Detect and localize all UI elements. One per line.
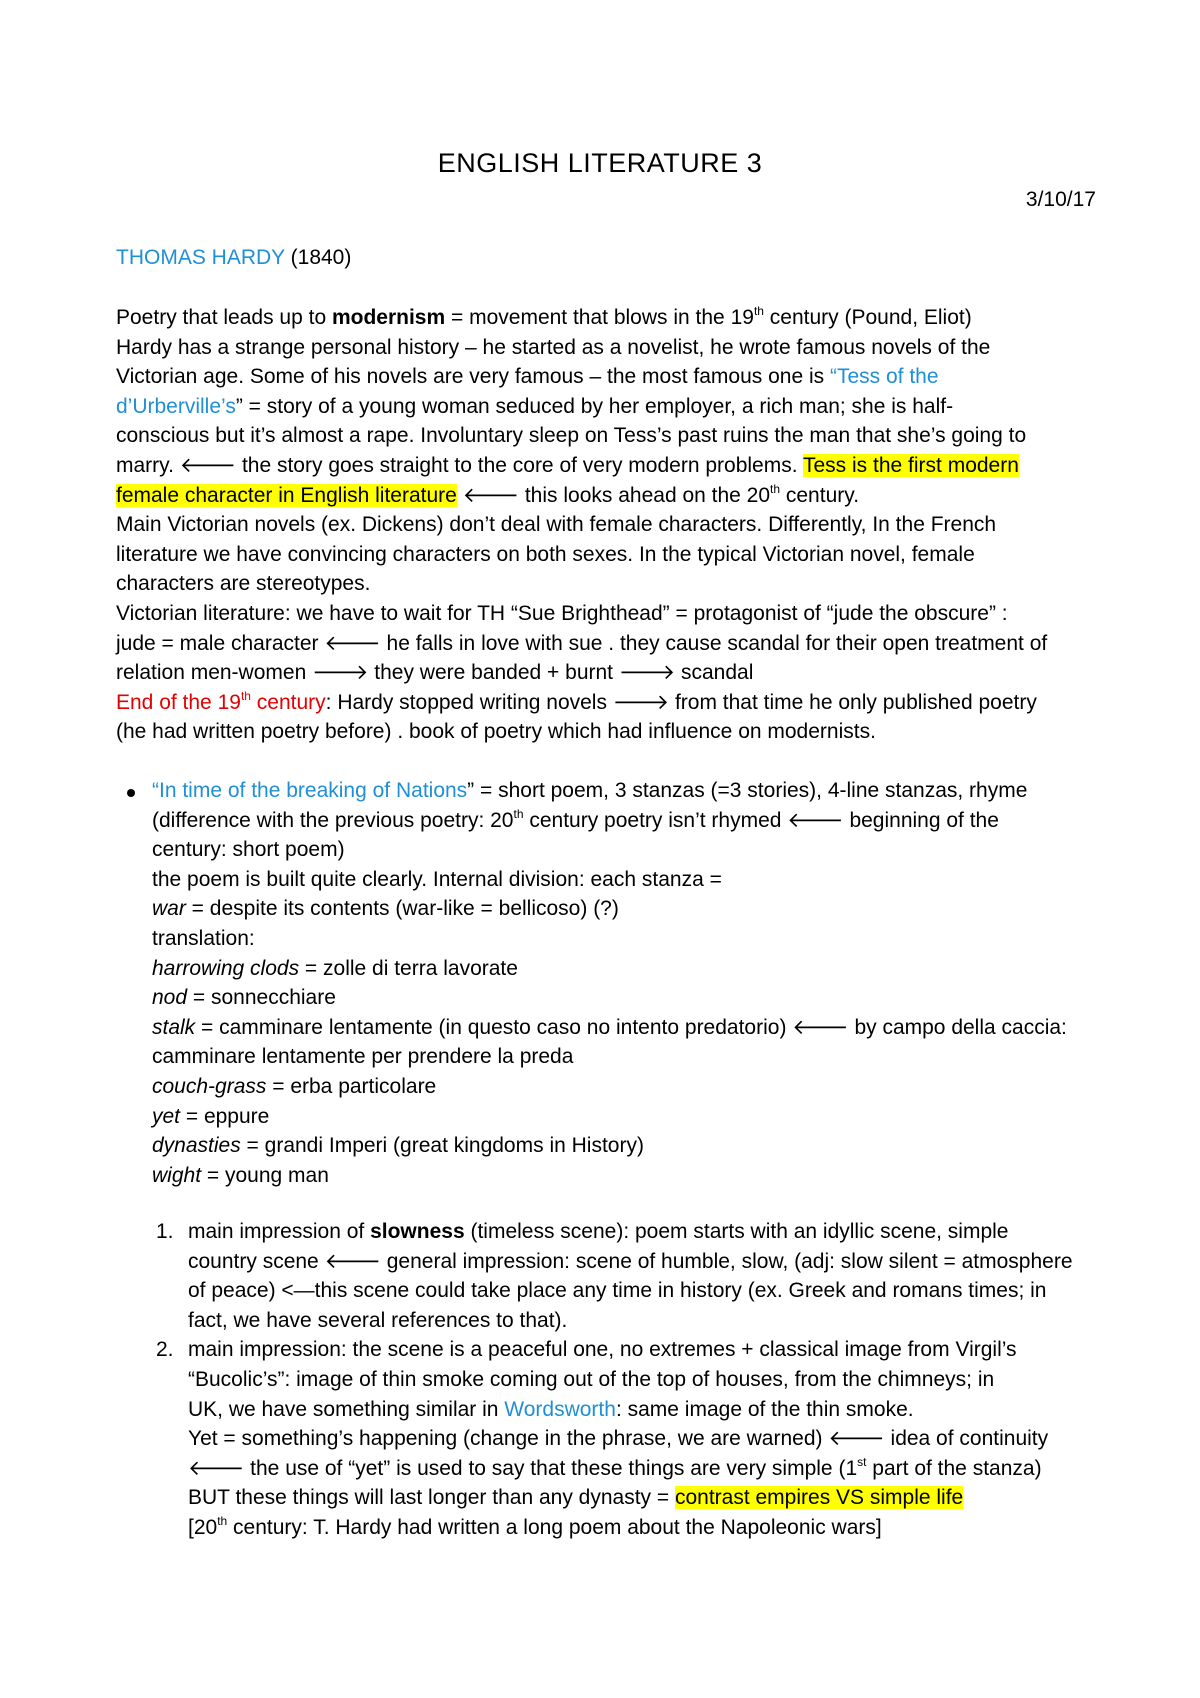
text-line: Victorian literature: we have to wait for TH “Sue Brighthead” = protagonist of “jude the obscure” : [116, 601, 1008, 625]
numbered-list [156, 1217, 1106, 1543]
document-title: ENGLISH LITERATURE 3 [437, 148, 763, 178]
text-line: (he had written poetry before) . book of poetry which had influence on modernists. [116, 720, 876, 744]
text-line: female character in English literature 🡐 this looks ahead on the 20th century. [116, 481, 860, 507]
text-line: main impression of slowness (timeless scene): poem starts with an idyllic scene, simple [188, 1220, 1009, 1243]
text-line: [20th century: T. Hardy had written a long poem about the Napoleonic wars] [188, 1513, 882, 1539]
text-line: (difference with the previous poetry: 20th century poetry isn’t rhymed 🡐 beginning of the [152, 806, 999, 832]
text-line: Poetry that leads up to modernism = movement that blows in the 19th century (Pound, Eliot) [116, 304, 972, 329]
section-heading [116, 246, 351, 270]
text-line: characters are stereotypes. [116, 572, 371, 596]
red-heading: End of the 19 [116, 690, 241, 714]
text-line: Victorian age. Some of his novels are very famous – the most famous one is “Tess of the [116, 365, 939, 389]
list-number: 2. [156, 1338, 174, 1362]
text-line: wight = young man [152, 1163, 329, 1187]
left-arrow-icon: 🡐 [828, 1427, 885, 1451]
text-line: camminare lentamente per prendere la preda [152, 1045, 574, 1069]
text-line: d’Urberville’s” = story of a young woman seduced by her employer, a rich man; she is half- [116, 394, 954, 418]
document-date: 3/10/17 [1025, 188, 1096, 211]
list-item [156, 1335, 1106, 1542]
list-number: 1. [156, 1220, 174, 1243]
text-line: literature we have convincing characters on both sexes. In the typical Victorian novel, female [116, 542, 975, 566]
highlight: Tess is the first modern [803, 453, 1019, 477]
poem-title: In time of the breaking of Nations [159, 779, 468, 802]
text-line: conscious but it’s almost a rape. Involuntary sleep on Tess’s past ruins the man that she’s going to [116, 424, 1027, 448]
text-line: stalk = camminare lentamente (in questo caso no intento predatorio) 🡐 by campo della caccia: [152, 1015, 1067, 1039]
intro-paragraph [116, 303, 1096, 747]
text-line: 🡐 the use of “yet” is used to say that these things are very simple (1st part of the stanza) [188, 1454, 1042, 1480]
text-line: the poem is built quite clearly. Internal division: each stanza = [152, 867, 722, 891]
highlight: contrast empires VS simple life [674, 1486, 964, 1510]
text-line: of peace) <—this scene could take place any time in history (ex. Greek and romans times; in [188, 1279, 1047, 1303]
author-year: (1840) [290, 246, 352, 269]
highlight: female character in English literature [116, 483, 457, 507]
text-line: nod = sonnecchiare [152, 986, 336, 1010]
bullet-item [116, 776, 1116, 1190]
text-line: war = despite its contents (war-like = bellicoso) (?) [152, 897, 619, 921]
left-arrow-icon: 🡐 [462, 483, 520, 507]
text-line: couch-grass = erba particolare [152, 1074, 437, 1098]
text-line: Main Victorian novels (ex. Dickens) don’t deal with female characters. Differently, In the French [116, 513, 997, 537]
text-line: Hardy has a strange personal history – he started as a novelist, he wrote famous novels of the [116, 335, 991, 359]
text-line: main impression: the scene is a peaceful one, no extremes + classical image from Virgil’s [188, 1338, 1017, 1362]
author-name: THOMAS HARDY [116, 246, 285, 269]
novel-title: d’Urberville’s [116, 394, 236, 418]
list-item [156, 1217, 1106, 1335]
text-line: dynasties = grandi Imperi (great kingdoms in History) [152, 1134, 644, 1158]
right-arrow-icon: 🡒 [612, 690, 670, 714]
text-line: jude = male character 🡐 he falls in love with sue . they cause scandal for their open treatment of [116, 631, 1048, 655]
text-line: BUT these things will last longer than any dynasty = contrast empires VS simple life [188, 1486, 964, 1510]
text-line: harrowing clods = zolle di terra lavorate [152, 956, 518, 980]
text-line: century: short poem) [152, 838, 345, 862]
text-line: marry. 🡐 the story goes straight to the core of very modern problems. Tess is the first modern [116, 453, 1019, 477]
text-line: yet = eppure [152, 1104, 270, 1128]
right-arrow-icon: 🡒 [312, 661, 369, 685]
text-line: fact, we have several references to that). [188, 1308, 568, 1332]
text-line: country scene 🡐 general impression: scene of humble, slow, (adj: slow silent = atmosphere [188, 1249, 1073, 1273]
text-line: UK, we have something similar in Wordsworth: same image of the thin smoke. [188, 1397, 914, 1421]
text-line: End of the 19th century: Hardy stopped writing novels 🡒 from that time he only published poetry [116, 688, 1037, 714]
poet-name: Wordsworth [504, 1397, 616, 1421]
bullet-content [152, 776, 1116, 1190]
text-line: translation: [152, 926, 255, 950]
bullet-dot-icon [127, 789, 135, 797]
left-arrow-icon: 🡐 [179, 453, 237, 477]
left-arrow-icon: 🡐 [188, 1456, 245, 1480]
text-line: relation men-women 🡒 they were banded + burnt 🡒 scandal [116, 661, 754, 685]
right-arrow-icon: 🡒 [618, 661, 676, 685]
left-arrow-icon: 🡐 [324, 1249, 381, 1273]
text-line: “In time of the breaking of Nations” = short poem, 3 stanzas (=3 stories), 4-line stanzas, rhyme [152, 779, 1028, 802]
left-arrow-icon: 🡐 [787, 808, 844, 832]
left-arrow-icon: 🡐 [792, 1015, 849, 1039]
text-line: Yet = something’s happening (change in the phrase, we are warned) 🡐 idea of continuity [188, 1427, 1049, 1451]
left-arrow-icon: 🡐 [324, 631, 381, 655]
text-line: “Bucolic’s”: image of thin smoke coming out of the top of houses, from the chimneys; in [188, 1367, 995, 1391]
novel-title: “Tess of the [829, 365, 939, 389]
